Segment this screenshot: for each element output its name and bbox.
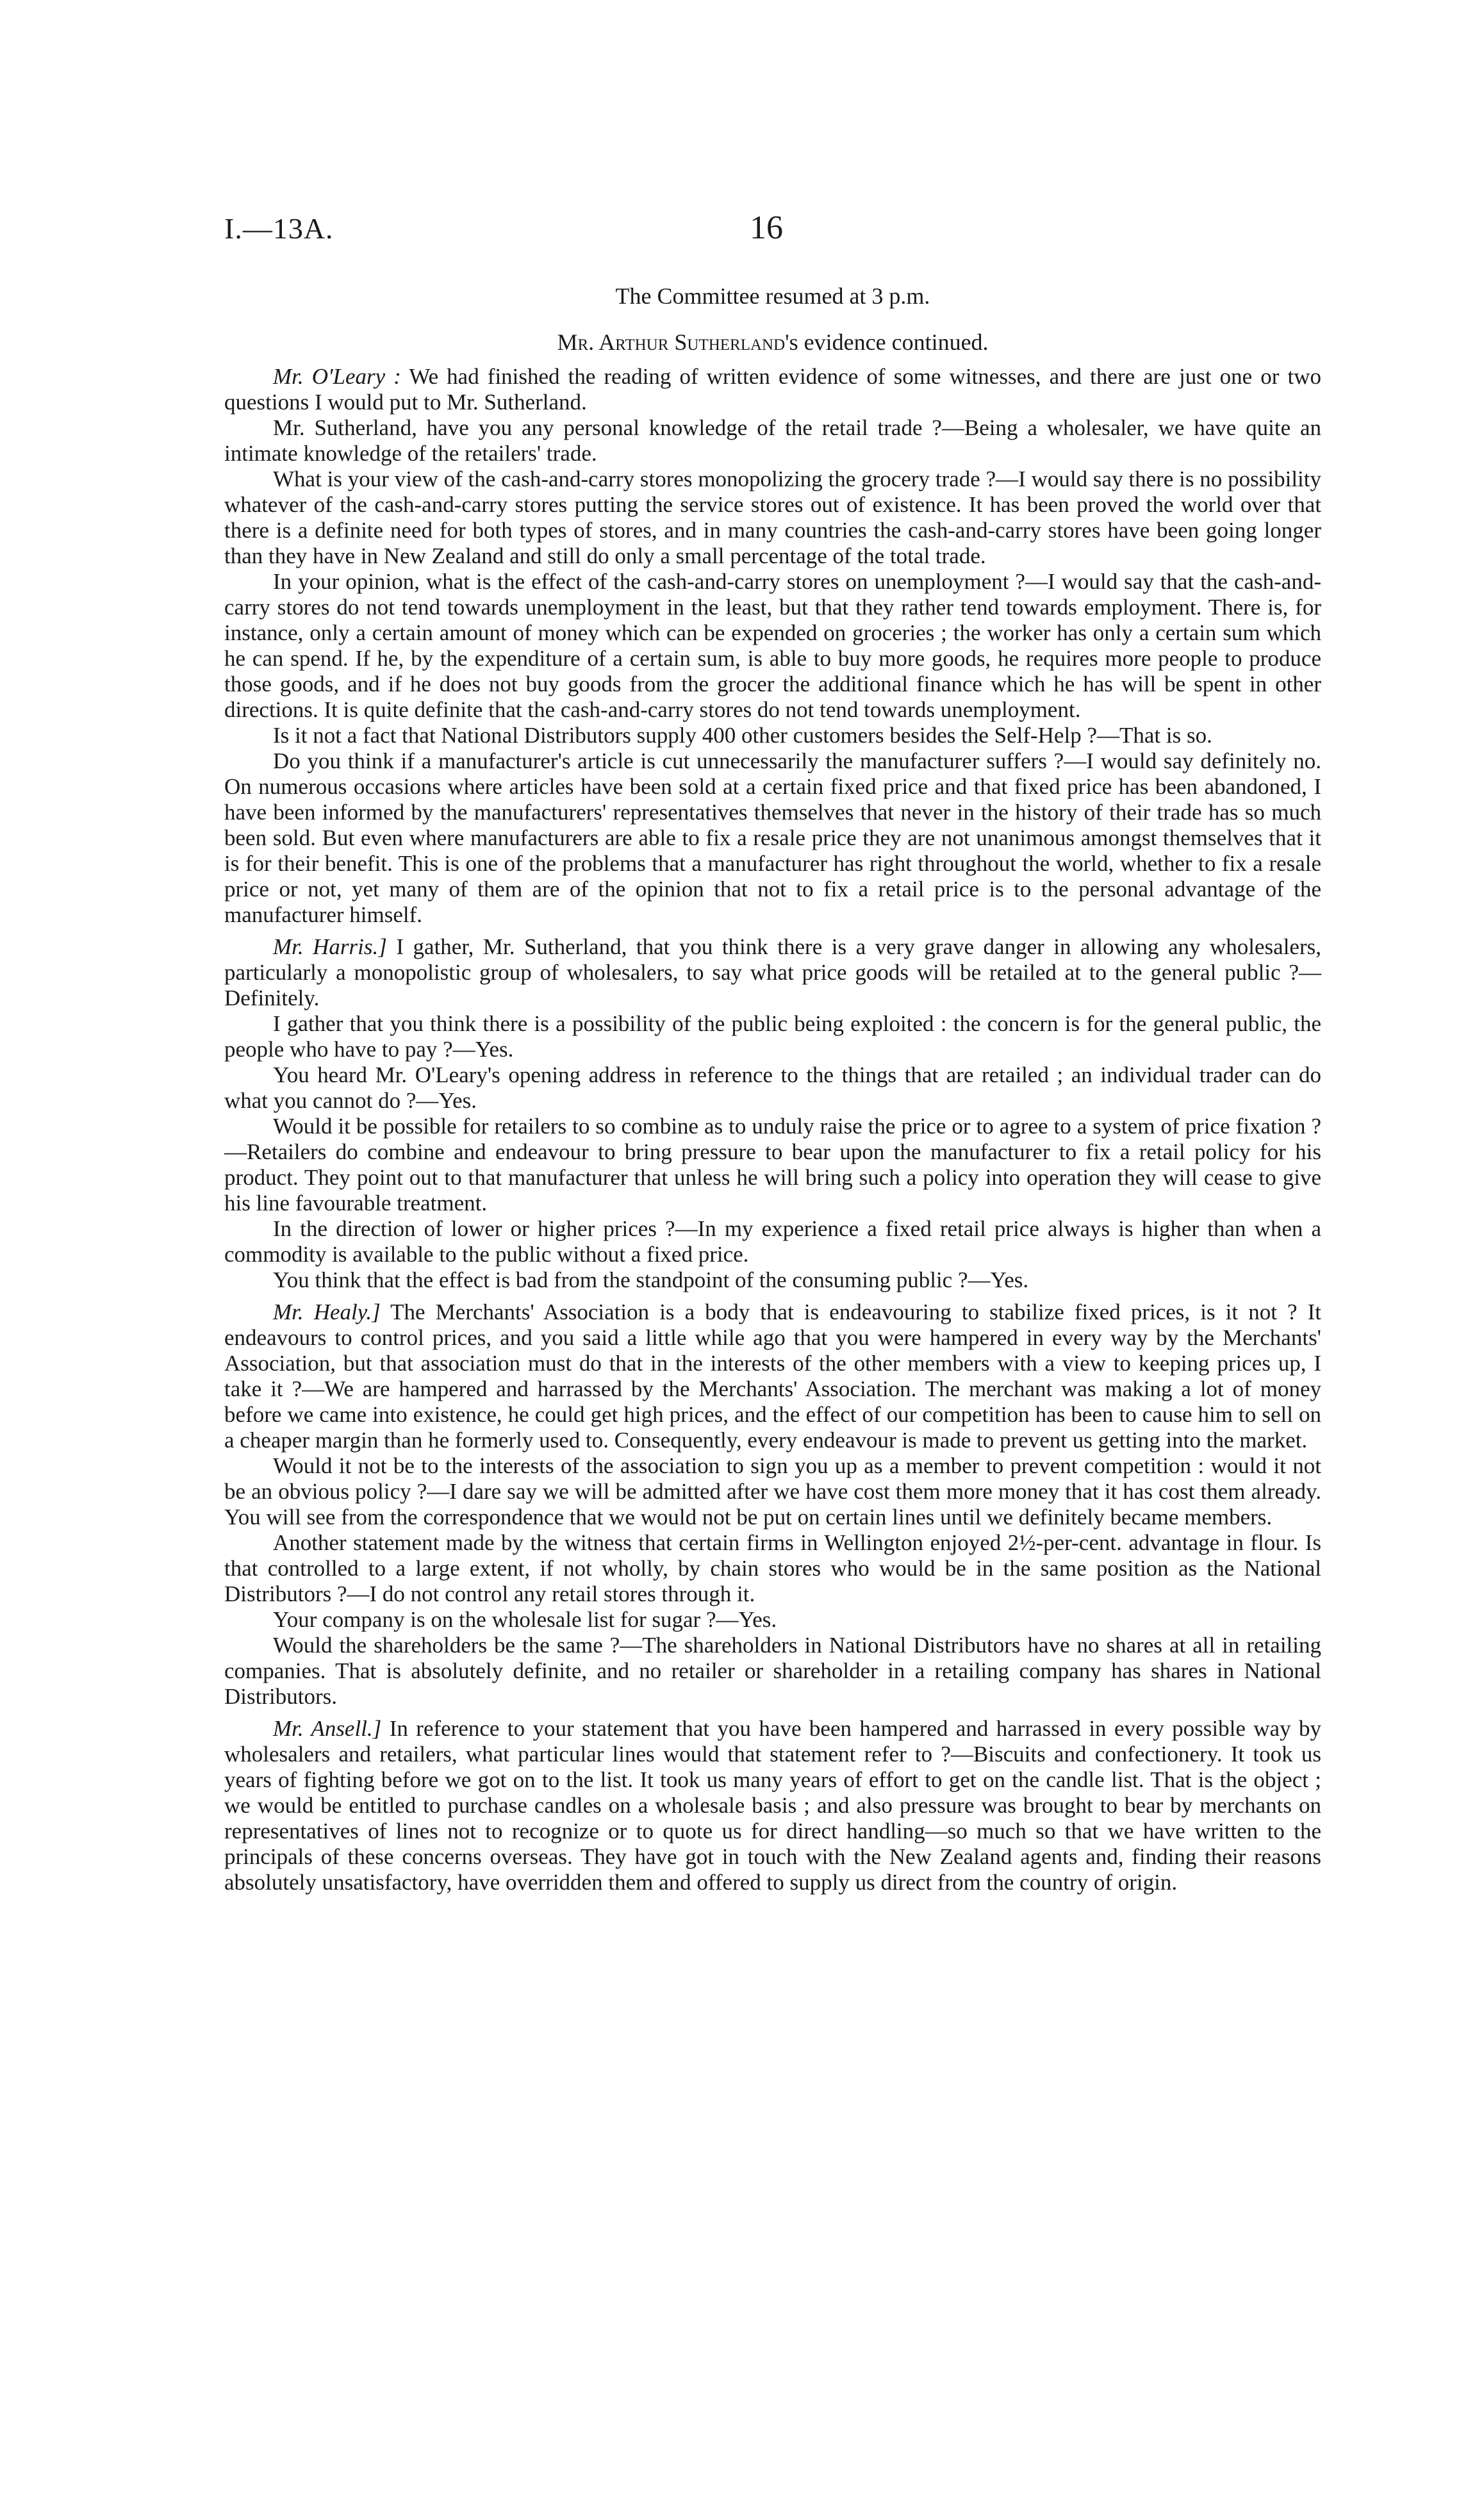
paragraph <box>224 466 1321 569</box>
speaker-name: Mr. Healy.] <box>273 1299 381 1324</box>
paragraph <box>224 1062 1321 1114</box>
paragraph <box>224 1114 1321 1216</box>
paragraph-text: I gather that you think there is a possibility of the public being exploited : the concern is for the general public, the people who have to pay ?—Yes. <box>224 1011 1321 1062</box>
paragraph-text: We had finished the reading of written evidence of some witnesses, and there are just one or two questions I would put to Mr. Sutherland. <box>224 364 1322 415</box>
paragraph-text: In your opinion, what is the effect of the cash-and-carry stores on unemployment ?—I would say that the cash-and-carry stores do not tend towards unemployment in the least, but that they rather tend towards employment. There is, for instance, only a certain amount of money which can be expended on groceries ; the worker has only a certain sum which he can spend. If he, by the expenditure of a certain sum, is able to buy more goods, he requires more people to produce those goods, and if he does not buy goods from the grocer the additional finance which he has will be spent in other directions. It is quite definite that the cash-and-carry stores do not tend towards unemployment. <box>224 569 1321 722</box>
paragraph-text: Your company is on the wholesale list for sugar ?—Yes. <box>273 1607 777 1632</box>
document-body <box>224 282 1321 1895</box>
speaker-name: Mr. Ansell.] <box>273 1716 382 1741</box>
paragraph-text: You heard Mr. O'Leary's opening address in reference to the things that are retailed ; an individual trader can do what you cannot do ?—Yes. <box>224 1062 1321 1113</box>
page-number: 16 <box>750 210 783 246</box>
paragraph-text: What is your view of the cash-and-carry stores monopolizing the grocery trade ?—I would say there is no possibility whatever of the cash-and-carry stores putting the service stores out of existence. It has been proved the world over that there is a definite need for both types of stores, and in many countries the cash-and-carry stores have been going longer than they have in New Zealand and still do only a small percentage of the total trade. <box>224 466 1321 568</box>
paragraph <box>224 748 1321 928</box>
paragraph <box>224 1267 1321 1293</box>
paragraph-text: Would it be possible for retailers to so combine as to unduly raise the price or to agree to a system of price fixation ?—Retailers do combine and endeavour to bring pressure to bear upon the manufacturer to fix a retail policy for his product. They point out to that manufacturer that unless he will bring such a policy into operation they will cease to give his line favourable treatment. <box>224 1114 1321 1216</box>
speaker-name: Mr. O'Leary : <box>273 364 401 389</box>
paragraph-text: In the direction of lower or higher prices ?—In my experience a fixed retail price always is higher than when a commodity is available to the public without a fixed price. <box>224 1216 1321 1267</box>
witness-heading-suffix: 's evidence continued. <box>785 329 989 355</box>
paragraph <box>224 364 1321 415</box>
session-resumed-line: The Committee resumed at 3 p.m. <box>615 283 930 309</box>
witness-name: Mr. Arthur Sutherland <box>557 329 786 355</box>
paragraph-text: I gather, Mr. Sutherland, that you think there is a very grave danger in allowing any wholesalers, particularly a monopolistic group of wholesalers, to say what price goods will be retailed at to the general public ?—Definitely. <box>224 934 1321 1010</box>
witness-heading <box>224 328 1321 356</box>
paragraph-text: Do you think if a manufacturer's article is cut unnecessarily the manufacturer suffers ?—I would say definitely no. On numerous occasions where articles have been sold at a certain fixed price and that fixed price has been abandoned, I have been informed by the manufacturers' representatives themselves that never in the history of their trade has so much been sold. But even where manufacturers are able to fix a resale price they are not unanimous amongst themselves that it is for their benefit. This is one of the problems that a manufacturer has right throughout the world, whether to fix a resale price or not, yet many of them are of the opinion that not to fix a retail price is to the personal advantage of the manufacturer himself. <box>224 748 1321 927</box>
paragraph-text: Mr. Sutherland, have you any personal knowledge of the retail trade ?—Being a wholesaler, we have quite an intimate knowledge of the retailers' trade. <box>224 415 1321 466</box>
document-reference: I.—13A. <box>224 212 334 245</box>
paragraph-text: Another statement made by the witness that certain firms in Wellington enjoyed 2½-per-cent. advantage in flour. Is that controlled to a large extent, if not wholly, by chain stores who would be in the same position as the National Distributors ?—I do not control any retail stores through it. <box>224 1530 1321 1606</box>
paragraph <box>224 1607 1321 1633</box>
paragraph-text: Would it not be to the interests of the association to sign you up as a member to prevent competition : would it not be an obvious policy ?—I dare say we will be admitted after we have cost them more money that it has cost them already. You will see from the correspondence that we would not be put on certain lines until we definitely became members. <box>224 1453 1321 1530</box>
paragraph <box>224 934 1321 1011</box>
paragraph <box>224 1453 1321 1530</box>
paragraph <box>224 1716 1321 1895</box>
paragraph-text: You think that the effect is bad from the standpoint of the consuming public ?—Yes. <box>273 1267 1029 1292</box>
paragraph <box>224 1299 1321 1453</box>
paragraph <box>224 1011 1321 1062</box>
paragraph <box>224 1216 1321 1267</box>
paragraph <box>224 1633 1321 1710</box>
paragraph-text: The Merchants' Association is a body that is endeavouring to stabilize fixed prices, is it not ? It endeavours to control prices, and you said a little while ago that you were hampered in every way by the Merchants' Association, but that association must do that in the interests of the other members with a view to keeping prices up, I take it ?—We are hampered and harrassed by the Merchants' Association. The merchant was making a lot of money before we came into existence, he could get high prices, and the effect of our competition has been to cause him to sell on a cheaper margin than he formerly used to. Consequently, every endeavour is made to prevent us getting into the market. <box>224 1299 1321 1453</box>
speaker-name: Mr. Harris.] <box>273 934 387 959</box>
paragraph-text: Would the shareholders be the same ?—The shareholders in National Distributors have no shares at all in retailing companies. That is absolutely definite, and no retailer or shareholder in a retailing company has shares in National Distributors. <box>224 1633 1321 1709</box>
paragraph-text: In reference to your statement that you have been hampered and harrassed in every possible way by wholesalers and retailers, what particular lines would that statement refer to ?—Biscuits and confectionery. It took us years of fighting before we got on to the list. It took us many years of effort to get on the candle list. That is the object ; we would be entitled to purchase candles on a wholesale basis ; and also pressure was brought to bear by merchants on representatives of lines not to recognize or to quote us for direct handling—so much so that we have written to the principals of these concerns overseas. They have got in touch with the New Zealand agents and, finding their reasons absolutely unsatisfactory, have overridden them and offered to supply us direct from the country of origin. <box>224 1716 1321 1895</box>
paragraph <box>224 723 1321 748</box>
paragraph <box>224 1530 1321 1607</box>
paragraph-text: Is it not a fact that National Distributors supply 400 other customers besides the Self-Help ?—That is so. <box>273 723 1212 748</box>
paragraph <box>224 415 1321 466</box>
paragraph <box>224 569 1321 723</box>
